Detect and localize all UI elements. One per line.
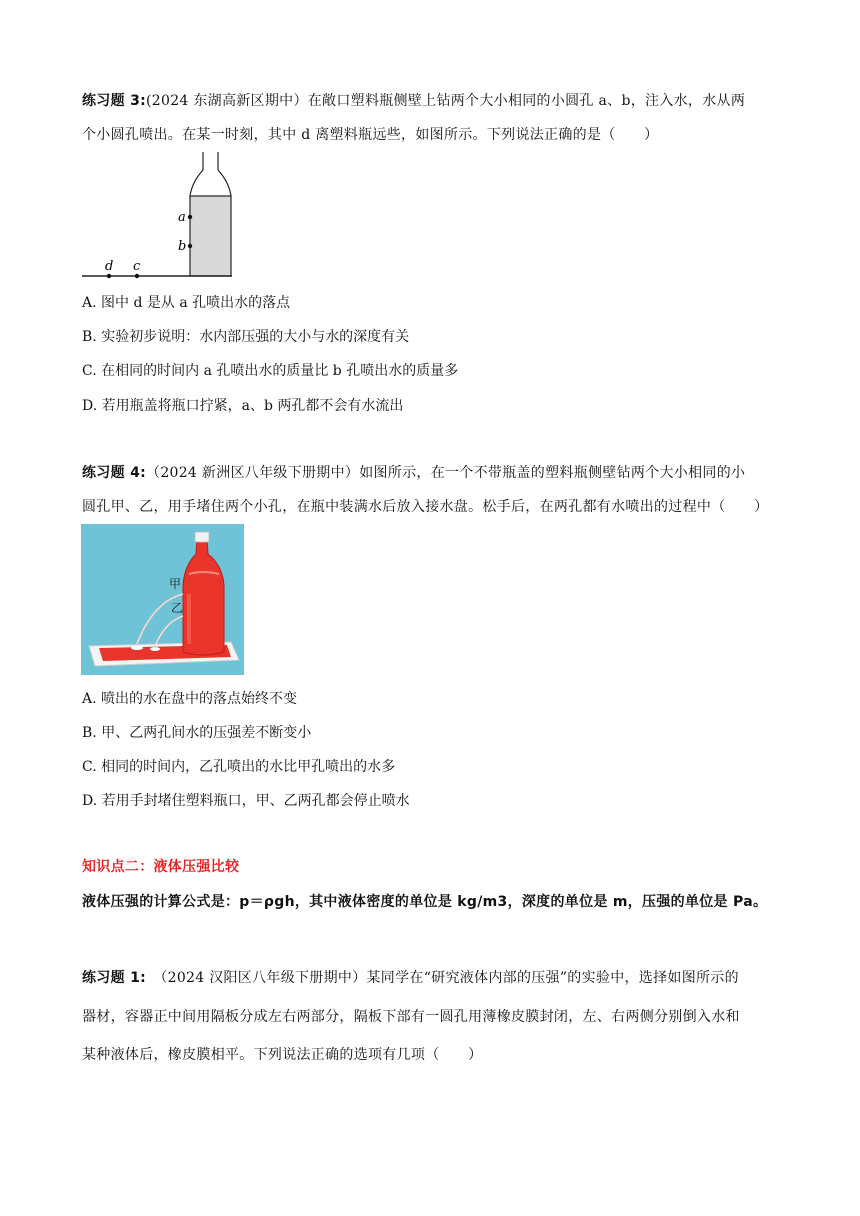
q3-option-b: B. 实验初步说明：水内部压强的大小与水的深度有关 (82, 329, 410, 345)
q4-option-a: A. 喷出的水在盘中的落点始终不变 (82, 691, 298, 707)
section-formula: 液体压强的计算公式是：p＝ρgh，其中液体密度的单位是 kg/m3，深度的单位是 m，压强的单位是 Pa。 (82, 894, 768, 910)
label-d: d (105, 259, 114, 274)
q4-stem-line1 (82, 462, 745, 482)
label-jia: 甲 (169, 577, 182, 591)
q4-stem-line2: 圆孔甲、乙，用手堵住两个小孔，在瓶中装满水后放入接水盘。松手后，在两孔都有水喷出的过程中（ ） (82, 499, 769, 515)
hole-a-dot (188, 215, 192, 219)
q1-stem-line3: 某种液体后，橡皮膜相平。下列说法正确的选项有几项（ ） (82, 1047, 483, 1063)
label-yi: 乙 (171, 601, 184, 615)
hole-b-dot (188, 244, 192, 248)
q4-option-b: B. 甲、乙两孔间水的压强差不断变小 (82, 725, 312, 741)
q4-option-c: C. 相同的时间内，乙孔喷出的水比甲孔喷出的水多 (82, 759, 396, 775)
q4-stem-text1: （2024 新洲区八年级下册期中）如图所示，在一个不带瓶盖的塑料瓶侧壁钻两个大小相同的小 (146, 465, 746, 481)
q3-stem-line1 (82, 90, 745, 110)
q1-stem-text1: （2024 汉阳区八年级下册期中）某同学在“研究液体内部的压强”的实验中，选择如图所示的 (146, 970, 739, 986)
q4-label: 练习题 4: (82, 465, 147, 481)
q4-photo (81, 524, 244, 675)
q1-stem-line2: 器材，容器正中间用隔板分成左右两部分，隔板下部有一圆孔用薄橡皮膜封闭，左、右两侧分别倒入水和 (82, 1009, 740, 1025)
label-b: b (178, 239, 187, 254)
label-c: c (133, 259, 141, 274)
q4-option-d: D. 若用手封堵住塑料瓶口，甲、乙两孔都会停止喷水 (82, 793, 410, 809)
q3-option-d: D. 若用瓶盖将瓶口拧紧，a、b 两孔都不会有水流出 (82, 398, 404, 414)
q1-stem-line1 (82, 967, 739, 987)
q3-label: 练习题 3: (82, 93, 147, 109)
q1-label: 练习题 1: (82, 970, 147, 986)
q3-option-c: C. 在相同的时间内 a 孔喷出水的质量比 b 孔喷出水的质量多 (82, 363, 459, 379)
point-c-dot (135, 274, 139, 278)
section-title: 知识点二：液体压强比较 (82, 859, 240, 875)
q3-figure (80, 152, 240, 280)
q3-stem-line2: 个小圆孔喷出。在某一时刻，其中 d 离塑料瓶远些，如图所示。下列说法正确的是（ ） (82, 127, 659, 143)
q3-stem-text1: (2024 东湖高新区期中）在敞口塑料瓶侧壁上钻两个大小相同的小圆孔 a、b，注入水，水从两 (146, 93, 746, 109)
q3-option-a: A. 图中 d 是从 a 孔喷出水的落点 (82, 295, 291, 311)
label-a: a (178, 210, 186, 225)
point-d-dot (107, 274, 111, 278)
